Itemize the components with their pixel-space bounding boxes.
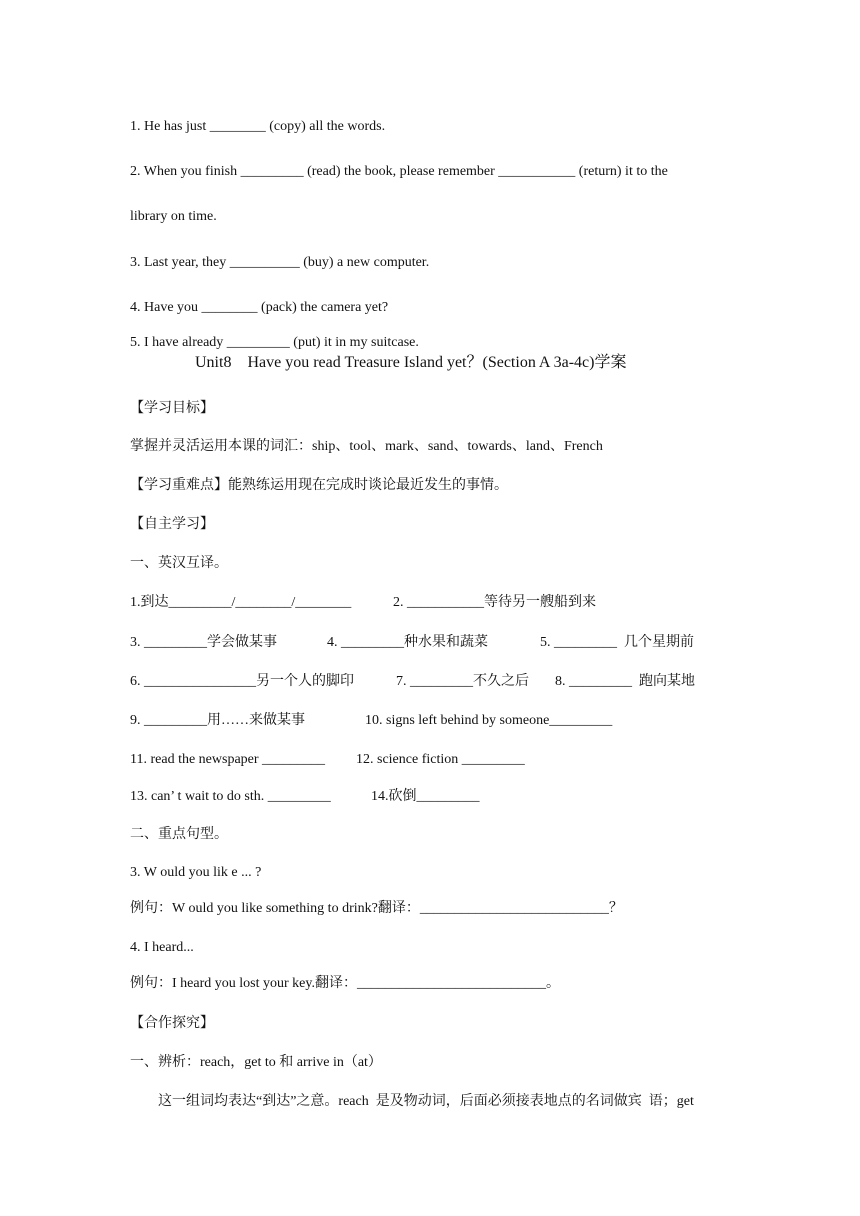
pattern-4-example: 例句：I heard you lost your key.翻译：___________________________。 <box>130 976 560 991</box>
cooperation-subheading: 一、辨析：reach，get to 和 arrive in（at） <box>130 1055 382 1070</box>
translation-item: 12. science fiction _________ <box>356 752 525 767</box>
translation-item: 13. can’ t wait to do sth. _________ <box>130 789 331 804</box>
exercise-line-3: 3. Last year, they __________ (buy) a new computer. <box>130 255 430 270</box>
translation-item: 1.到达_________/________/________ <box>130 595 352 610</box>
objectives-heading: 【学习目标】 <box>130 401 214 416</box>
exercise-line-5: 5. I have already _________ (put) it in my suitcase. <box>130 335 419 350</box>
self-study-heading: 【自主学习】 <box>130 517 214 532</box>
cooperation-heading: 【合作探究】 <box>130 1016 214 1031</box>
patterns-heading: 二、重点句型。 <box>130 827 228 842</box>
exercise-line-4: 4. Have you ________ (pack) the camera yet? <box>130 300 389 315</box>
translation-item: 7. _________不久之后 <box>396 674 529 689</box>
translation-item: 3. _________学会做某事 <box>130 635 277 650</box>
translation-item: 8. _________ 跑向某地 <box>555 674 695 689</box>
lesson-title: Unit8 Have you read Treasure Island yet？(Section A 3a-4c)学案 <box>195 354 627 371</box>
cooperation-paragraph: 这一组词均表达“到达”之意。reach 是及物动词，后面必须接表地点的名词做宾 语；get <box>158 1094 694 1109</box>
pattern-3-example: 例句：W ould you like something to drink?翻译：___________________________？ <box>130 901 623 916</box>
exercise-line-2-continued: library on time. <box>130 209 217 224</box>
translation-item: 14.砍倒_________ <box>371 789 480 804</box>
pattern-3: 3. W ould you lik e ... ? <box>130 865 262 880</box>
translation-item: 4. _________种水果和蔬菜 <box>327 635 488 650</box>
objectives-text: 掌握并灵活运用本课的词汇：ship、tool、mark、sand、towards、land、French <box>130 439 603 454</box>
translation-item: 2. ___________等待另一艘船到来 <box>393 595 596 610</box>
translation-item: 5. _________ 几个星期前 <box>540 635 694 650</box>
translation-item: 10. signs left behind by someone_________ <box>365 713 613 728</box>
exercise-line-2: 2. When you finish _________ (read) the book, please remember ___________ (return) it to the <box>130 164 668 179</box>
section-translation-heading: 一、英汉互译。 <box>130 556 228 571</box>
exercise-line-1: 1. He has just ________ (copy) all the words. <box>130 119 386 134</box>
translation-item: 6. ________________另一个人的脚印 <box>130 674 354 689</box>
pattern-4: 4. I heard... <box>130 940 194 955</box>
key-points: 【学习重难点】能熟练运用现在完成时谈论最近发生的事情。 <box>130 478 508 493</box>
translation-item: 11. read the newspaper _________ <box>130 752 326 767</box>
translation-item: 9. _________用……来做某事 <box>130 713 305 728</box>
